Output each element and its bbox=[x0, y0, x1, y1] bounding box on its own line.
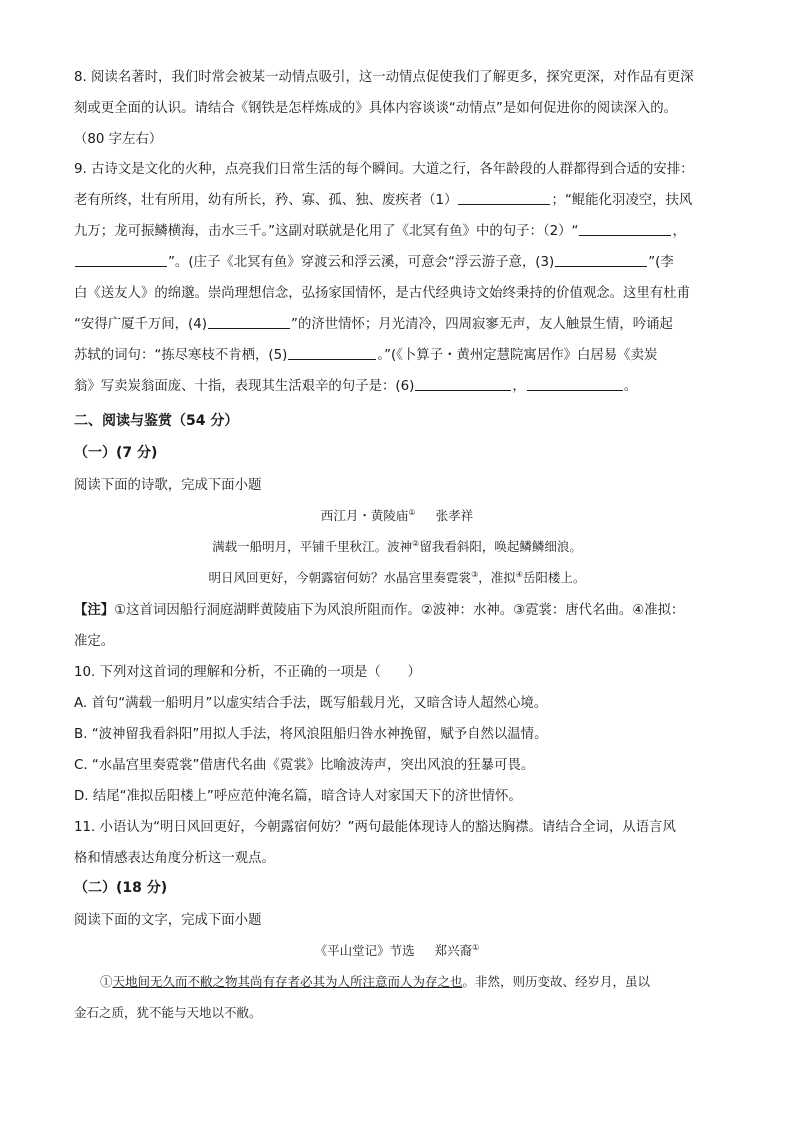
blank-4[interactable] bbox=[208, 314, 290, 329]
poem-title-line: 西江月・黄陵庙① 张孝祥 bbox=[320, 507, 474, 523]
option-a[interactable]: A. 首句“满载一船明月”以虚实结合手法，既写船载月光，又暗含诗人超然心境。 bbox=[74, 696, 548, 711]
question-9 bbox=[74, 154, 724, 402]
part-2-intro: 阅读下面的文字，完成下面小题 bbox=[74, 913, 262, 928]
blank-2[interactable] bbox=[579, 221, 671, 236]
essay-author: 郑兴裔 bbox=[434, 943, 473, 958]
q9-line-6: “安得广厦千万间，(4) ”的济世情怀；月光清冷，四周寂寥无声，友人触景生情，吟诵起 bbox=[74, 309, 724, 340]
q9-line-8: 翁》写卖炭翁面庞、十指，表现其生活艰辛的句子是：(6) ， 。 bbox=[74, 371, 724, 402]
q9-line-7: 苏轼的词句：“拣尽寒枝不肯栖，(5) 。”(《卜算子・黄州定慧院寓居作》白居易《卖炭 bbox=[74, 340, 724, 371]
blank-6a[interactable] bbox=[415, 376, 511, 391]
option-d[interactable]: D. 结尾“准拟岳阳楼上”呼应范仲淹名篇，暗含诗人对家国天下的济世情怀。 bbox=[74, 789, 522, 804]
blank-5[interactable] bbox=[288, 345, 376, 360]
part-1-intro: 阅读下面的诗歌，完成下面小题 bbox=[74, 478, 262, 493]
blank-2b[interactable] bbox=[75, 252, 167, 267]
essay-title-line: 《平山堂记》节选 郑兴裔① bbox=[314, 942, 480, 958]
part-1-heading: （一）(7 分) bbox=[74, 445, 158, 461]
q8-line-2: 刻或更全面的认识。请结合《钢铁是怎样炼成的》具体内容谈谈“动情点”是如何促进你的阅读深入的。 bbox=[74, 101, 678, 116]
question-11-line-2: 格和情感表达角度分析这一观点。 bbox=[74, 851, 275, 866]
poem-notes-cont: 准定。 bbox=[74, 634, 115, 649]
poem-notes: 【注】①这首词因船行洞庭湖畔黄陵庙下为风浪所阻而作。②波神：水神。③霓裳：唐代名曲。④准拟： bbox=[74, 603, 685, 618]
poem-author: 张孝祥 bbox=[435, 508, 474, 523]
essay-title: 《平山堂记》节选 bbox=[314, 943, 415, 958]
essay-paragraph-1: ①天地间无久而不敝之物其尚有存者必其为人所注意而人为存之也。非然，则历变故、经岁月，虽以 金石之质，犹不能与天地以不敝。 bbox=[74, 974, 651, 1020]
q8-line-3: （80 字左右） bbox=[74, 132, 163, 147]
poem-line-1: 满载一船明月，平铺千里秋江。波神②留我看斜阳，唤起鳞鳞细浪。 bbox=[212, 538, 582, 554]
option-c[interactable]: C. “水晶宫里奏霓裳”借唐代名曲《霓裳》比喻波涛声，突出风浪的狂暴可畏。 bbox=[74, 758, 535, 773]
poem-line-2: 明日风回更好，今朝露宿何妨？水晶宫里奏霓裳③，准拟④岳阳楼上。 bbox=[208, 569, 586, 585]
section-2-heading: 二、阅读与鉴赏（54 分） bbox=[74, 413, 239, 429]
question-11-line-1: 11. 小语认为“明日风回更好，今朝露宿何妨？”两句最能体现诗人的豁达胸襟。请结合全词，从语言风 bbox=[74, 820, 676, 835]
underlined-sentence: 天地间无久而不敝之物其尚有存者必其为人所注意而人为存之也 bbox=[112, 974, 463, 989]
q8-line-1: 8. 阅读名著时，我们时常会被某一动情点吸引，这一动情点促使我们了解更多，探究更深，对作品有更深 bbox=[74, 70, 694, 85]
blank-3[interactable] bbox=[555, 252, 647, 267]
blank-1[interactable] bbox=[458, 190, 550, 205]
poem-title: 西江月・黄陵庙 bbox=[320, 508, 409, 523]
q9-line-4: ”。(庄子《北冥有鱼》穿渡云和浮云溪，可意会“浮云游子意，(3) ”(李 bbox=[74, 247, 724, 278]
q9-line-1: 9. 古诗文是文化的火种，点亮我们日常生活的每个瞬间。大道之行，各年龄段的人群都得到合适的安排： bbox=[74, 162, 694, 177]
question-10-stem: 10. 下列对这首词的理解和分析，不正确的一项是（ ） bbox=[74, 665, 421, 680]
part-2-heading: （二）(18 分) bbox=[74, 880, 168, 896]
q9-line-5: 白《送友人》的绵邈。崇尚理想信念，弘扬家国情怀，是古代经典诗文始终秉持的价值观念。这里有杜甫 bbox=[74, 286, 690, 301]
question-8 bbox=[74, 62, 724, 155]
q9-line-3: 九万；龙可振鳞横海，击水三千。”这副对联就是化用了《北冥有鱼》中的句子：（2）“ ， bbox=[74, 216, 724, 247]
q9-line-2: 老有所终，壮有所用，幼有所长，矜、寡、孤、独、废疾者（1） ；“鲲能化羽凌空，扶风 bbox=[74, 185, 724, 216]
blank-6b[interactable] bbox=[527, 376, 623, 391]
option-b[interactable]: B. “波神留我看斜阳”用拟人手法，将风浪阻船归咎水神挽留，赋予自然以温情。 bbox=[74, 727, 548, 742]
